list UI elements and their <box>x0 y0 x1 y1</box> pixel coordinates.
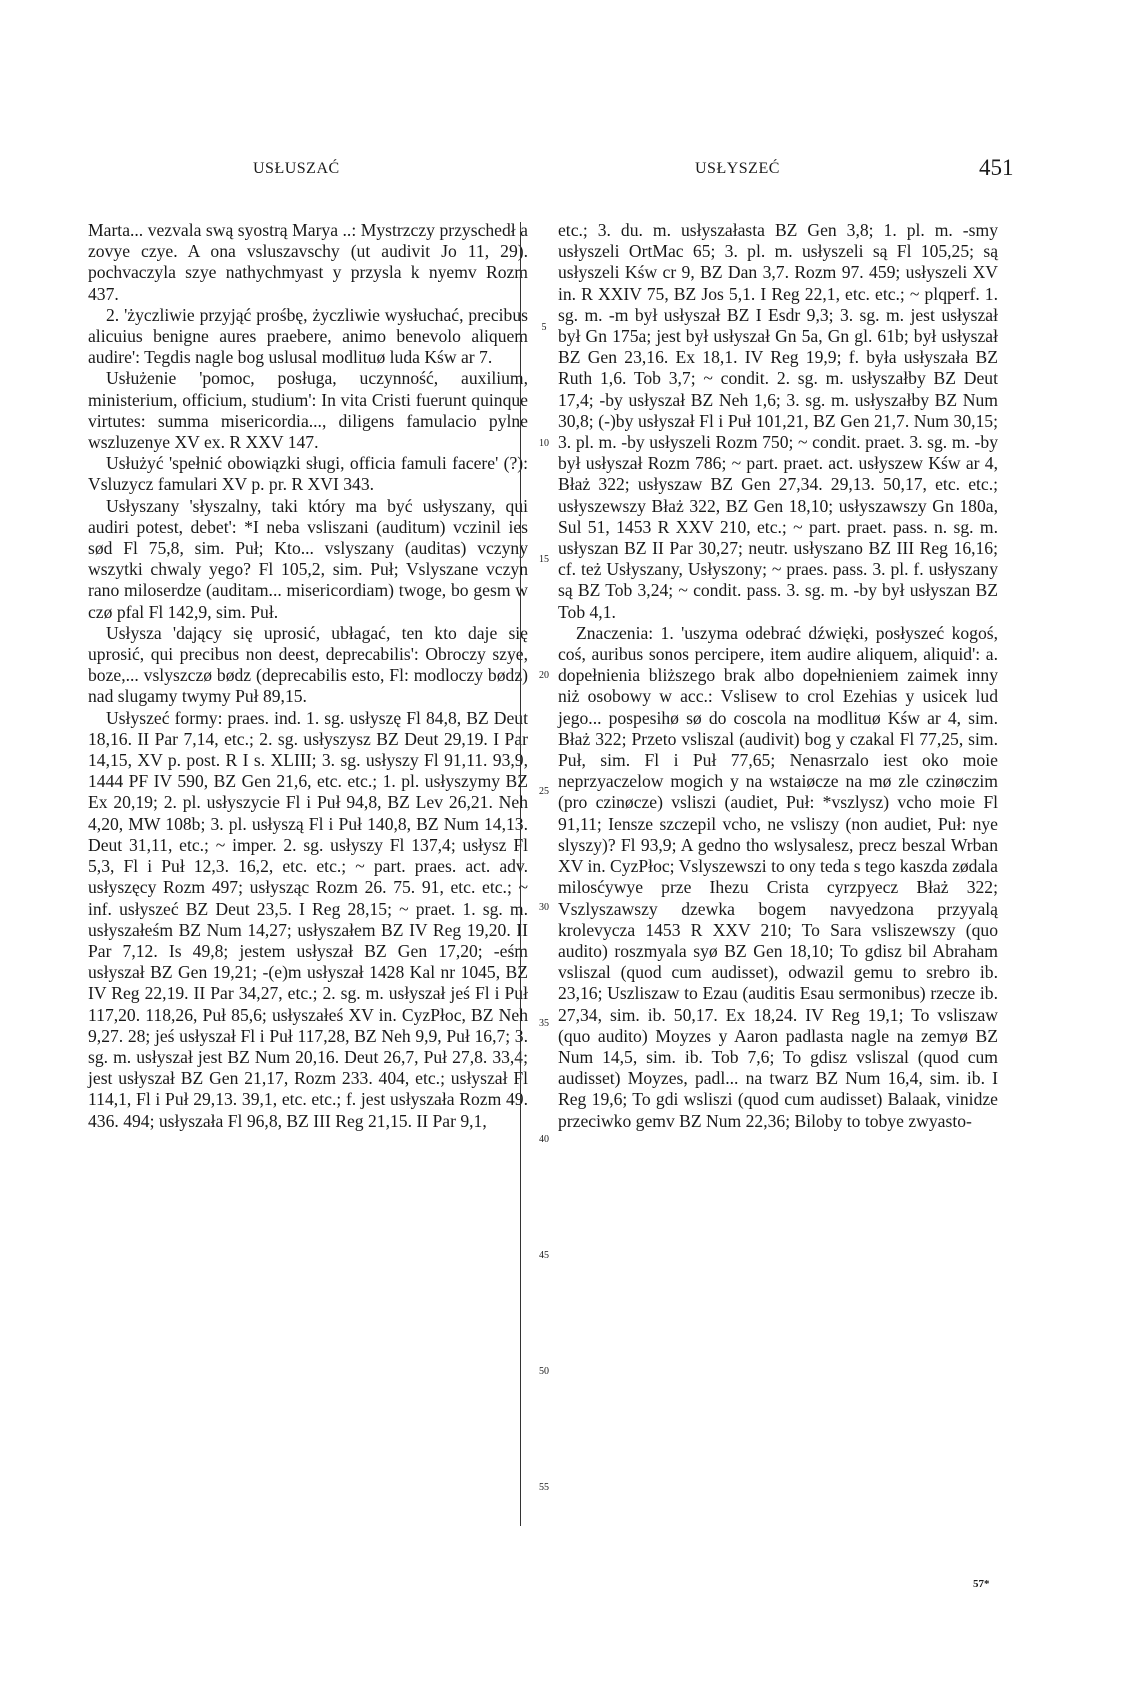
entry-paragraph: etc.; 3. du. m. usłyszałasta BZ Gen 3,8; 1. pl. m. -smy usłyszeli OrtMac 65; 3. pl. m. usłyszeli są Fl 105,25; są usłyszeli Kśw cr 9, BZ Dan 3,7. Rozm 97. 459; usłyszeli XV in. R XXIV 75, BZ Jos 5,1. I Reg 22,1, etc. etc.; ~ plqperf. 1. sg. m. -m był usłyszał BZ I Esdr 9,3; 3. sg. m. jest usłyszał był Gn 175a; jest był usłyszał Gn 5a, Gn gl. 61b; był usłyszał BZ Gen 23,16. Ex 18,1. IV Reg 19,9; f. była usłyszała BZ Ruth 1,6. Tob 3,7; ~ condit. 2. sg. m. usłyszałby BZ Deut 17,4; -by usłyszał BZ Neh 1,6; 3. sg. m. usłyszałby BZ Num 30,8; (-)by usłyszał Fl i Puł 101,21, BZ Gen 21,7. Num 30,15; 3. pl. m. -by usłyszeli Rozm 750; ~ condit. praet. 3. sg. m. -by był usłyszał Rozm 786; ~ part. praet. act. usłyszew Kśw ar 4, Błaż 322; usłyszaw BZ Gen 27,34. 29,13. 50,17, etc. etc.; usłyszewszy Błaż 322, BZ Gen 18,10; usłyszawszy Gn 180a, Sul 51, 1453 R XXV 210, etc.; ~ part. praet. pass. n. sg. m. usłyszan BZ II Par 30,27; neutr. usłyszano BZ III Reg 16,16; cf. też Usłyszany, Usłyszony; ~ praes. pass. 3. pl. f. usłyszany są BZ Tob 3,24; ~ condit. pass. 3. sg. m. -by był usłyszan BZ Tob 4,1. <box>558 220 998 622</box>
entry-paragraph: Usłyszeć formy: praes. ind. 1. sg. usłyszę Fl 84,8, BZ Deut 18,16. II Par 7,14, etc.; 2. sg. usłyszysz BZ Deut 29,19. I Par 14,15, XV p. post. R I s. XLIII; 3. sg. usłyszy Fl 91,11. 93,9, 1444 PF IV 590, BZ Gen 21,6, etc. etc.; 1. pl. usłyszymy BZ Ex 20,19; 2. pl. usłyszycie Fl i Puł 94,8, BZ Lev 26,21. Neh 4,20, MW 108b; 3. pl. usłyszą Fl i Puł 140,8, BZ Num 14,13. Deut 31,11, etc.; ~ imper. 2. sg. usłyszy Fl 137,4; usłysz Fl 5,3, Fl i Puł 12,3. 16,2, etc. etc.; ~ part. praes. act. adv. usłyszęcy Rozm 497; usłysząc Rozm 26. 75. 91, etc. etc.; ~ inf. usłyszeć BZ Deut 23,5. I Reg 28,15; ~ praet. 1. sg. m. usłyszałeśm BZ Num 14,27; usłyszałem BZ IV Reg 19,20. II Par 7,12. Is 49,8; jestem usłyszał BZ Gen 17,20; -eśm usłyszał BZ Gen 19,21; -(e)m usłyszał 1428 Kal nr 1045, BZ IV Reg 22,19. II Par 34,27, etc.; 2. sg. m. usłyszał jeś Fl i Puł 117,20. 118,26, Puł 85,6; usłyszałeś XV in. CyzPłoc, BZ Neh 9,27. 28; jeś usłyszał Fl i Puł 117,28, BZ Neh 9,9, Puł 16,7; 3. sg. m. usłyszał jest BZ Num 20,16. Deut 26,7, Puł 27,8. 33,4; jest usłyszał BZ Gen 21,17, Rozm 233. 404, etc.; usłyszał Fl 114,1, Fl i Puł 29,13. 39,1, etc. etc.; f. jest usłyszała Rozm 49. 436. 494; usłyszała Fl 96,8, BZ III Reg 21,15. II Par 9,1, <box>88 707 528 1131</box>
entry-paragraph: Usłużenie 'pomoc, posługa, uczynność, auxilium, ministerium, officium, studium': In vita Cristi fuerunt quinque virtutes: summa misericordia..., diligens famulacio pylne wszluzenye XV ex. R XXV 147. <box>88 368 528 453</box>
line-number: 30 <box>539 902 549 913</box>
entry-paragraph: 2. 'życzliwie przyjąć prośbę, życzliwie wysłuchać, precibus alicuius benigne aures praebere, animo benevolo aliquem audire': Tegdis nagle bog uslusal modlituø luda Kśw ar 7. <box>88 304 528 368</box>
entry-paragraph: Marta... vezvala swą syostrą Marya ..: Mystrzczy przyschedł a zovye czye. A ona vsluszavschy (ut audivit Jo 11, 29). pochvaczyla szye nathychmyast y przysla k nyemv Rozm 437. <box>88 220 528 304</box>
entry-paragraph: Usłyszany 'słyszalny, taki który ma być usłyszany, qui audiri potest, debet': *I neba vsliszani (auditum) vczinil ies sød Fl 75,8, sim. Puł; Kto... vslyszany (auditas) vczyny wszytki chwaly yego? Fl 105,2, sim. Puł; Vslyszane vczyn rano miloserdze (auditam... misericordiam) twoge, bo gesm w czø pfal Fl 142,9, sim. Puł. <box>88 495 528 622</box>
line-number: 40 <box>539 1134 549 1145</box>
line-number: 10 <box>539 438 549 449</box>
entry-paragraph: Usłysza 'dający się uprosić, ubłagać, ten kto daje się uprosić, qui precibus non deest, deprecabilis': Obroczy szye, boze,... vslyszczø bødz (deprecabilis esto, Fl: modloczy bødz) nad slugamy twymy Puł 89,15. <box>88 622 528 707</box>
line-number: 15 <box>539 554 549 565</box>
line-number: 50 <box>539 1366 549 1377</box>
running-head-right: USŁYSZEĆ <box>695 160 780 177</box>
entry-paragraph: Znaczenia: 1. 'uszyma odebrać dźwięki, posłyszeć kogoś, coś, auribus sonos percipere, item audire aliquem, aliquid': a. dopełnienia bliższego brak albo dopełnieniem zaimek inny niż osobowy w acc.: Vslisew to crol Ezehias y usicek lud jego... pospesihø sø do coscola na modlituø Kśw ar 4, sim. Błaż 322; Przeto vsliszal (audivit) bog y czakal Fl 77,25, sim. Puł, sim. Fl i Puł 77,65; Nenasrzalo iest oko moie neprzyaczelow mogich y na wstaiøcze na mø zle czinøczim (pro czinøcze) vsliszi (audiet, Puł: *vszlysz) vcho moie Fl 91,11; Iensze szczepil vcho, ne vsliszy (non audiet, Puł: nye slyszy)? Fl 93,9; A gedno tho wslysalesz, precz beszal Wrban XV in. CyzPłoc; Vslyszewszi to ony teda s tego kaszda zødala milosćywye prze Ihezu Crista cyrzpyecz Błaż 322; Vszlyszawszy dzewka bogem navyedzona przyyalą krolevycza 1453 R XXV 210; To Sara vsliszewszy (quo audito) roszmyala syø BZ Gen 18,10; To gdisz bil Abraham vsliszal (quod cum audisset), odwazil gemu to srebro ib. 23,16; Uszliszaw to Ezau (auditis Esau sermonibus) rzecze ib. 27,34, sim. ib. 50,17. Ex 18,24. IV Reg 19,1; To vsliszaw (quo audito) Moyzes y Aaron padlasta nagle na zemyø BZ Num 14,5, sim. ib. Tob 7,6; To gdisz vsliszal (quod cum audisset) Moyzes, padl... na twarz BZ Num 16,4, sim. ib. I Reg 19,6; To gdi wsliszi (quod cum audisset) Balaak, vinidze przeciwko gemv BZ Num 22,36; Biloby to tobye zwyasto- <box>558 622 998 1131</box>
line-number: 45 <box>539 1250 549 1261</box>
column-rule <box>520 222 521 1526</box>
line-number: 5 <box>541 322 547 333</box>
left-column <box>88 220 528 1132</box>
right-column <box>558 220 998 1132</box>
entry-paragraph: Usłużyć 'spełnić obowiązki sługi, officia famuli facere' (?): Vsluzycz famulari XV p. pr. R XVI 343. <box>88 453 528 495</box>
line-number: 20 <box>539 670 549 681</box>
line-number: 35 <box>539 1018 549 1029</box>
page-number: 451 <box>979 155 1014 180</box>
line-number: 25 <box>539 786 549 797</box>
printer-signature: 57* <box>973 1578 990 1590</box>
running-head-left: USŁUSZAĆ <box>253 160 340 177</box>
line-number: 55 <box>539 1482 549 1493</box>
